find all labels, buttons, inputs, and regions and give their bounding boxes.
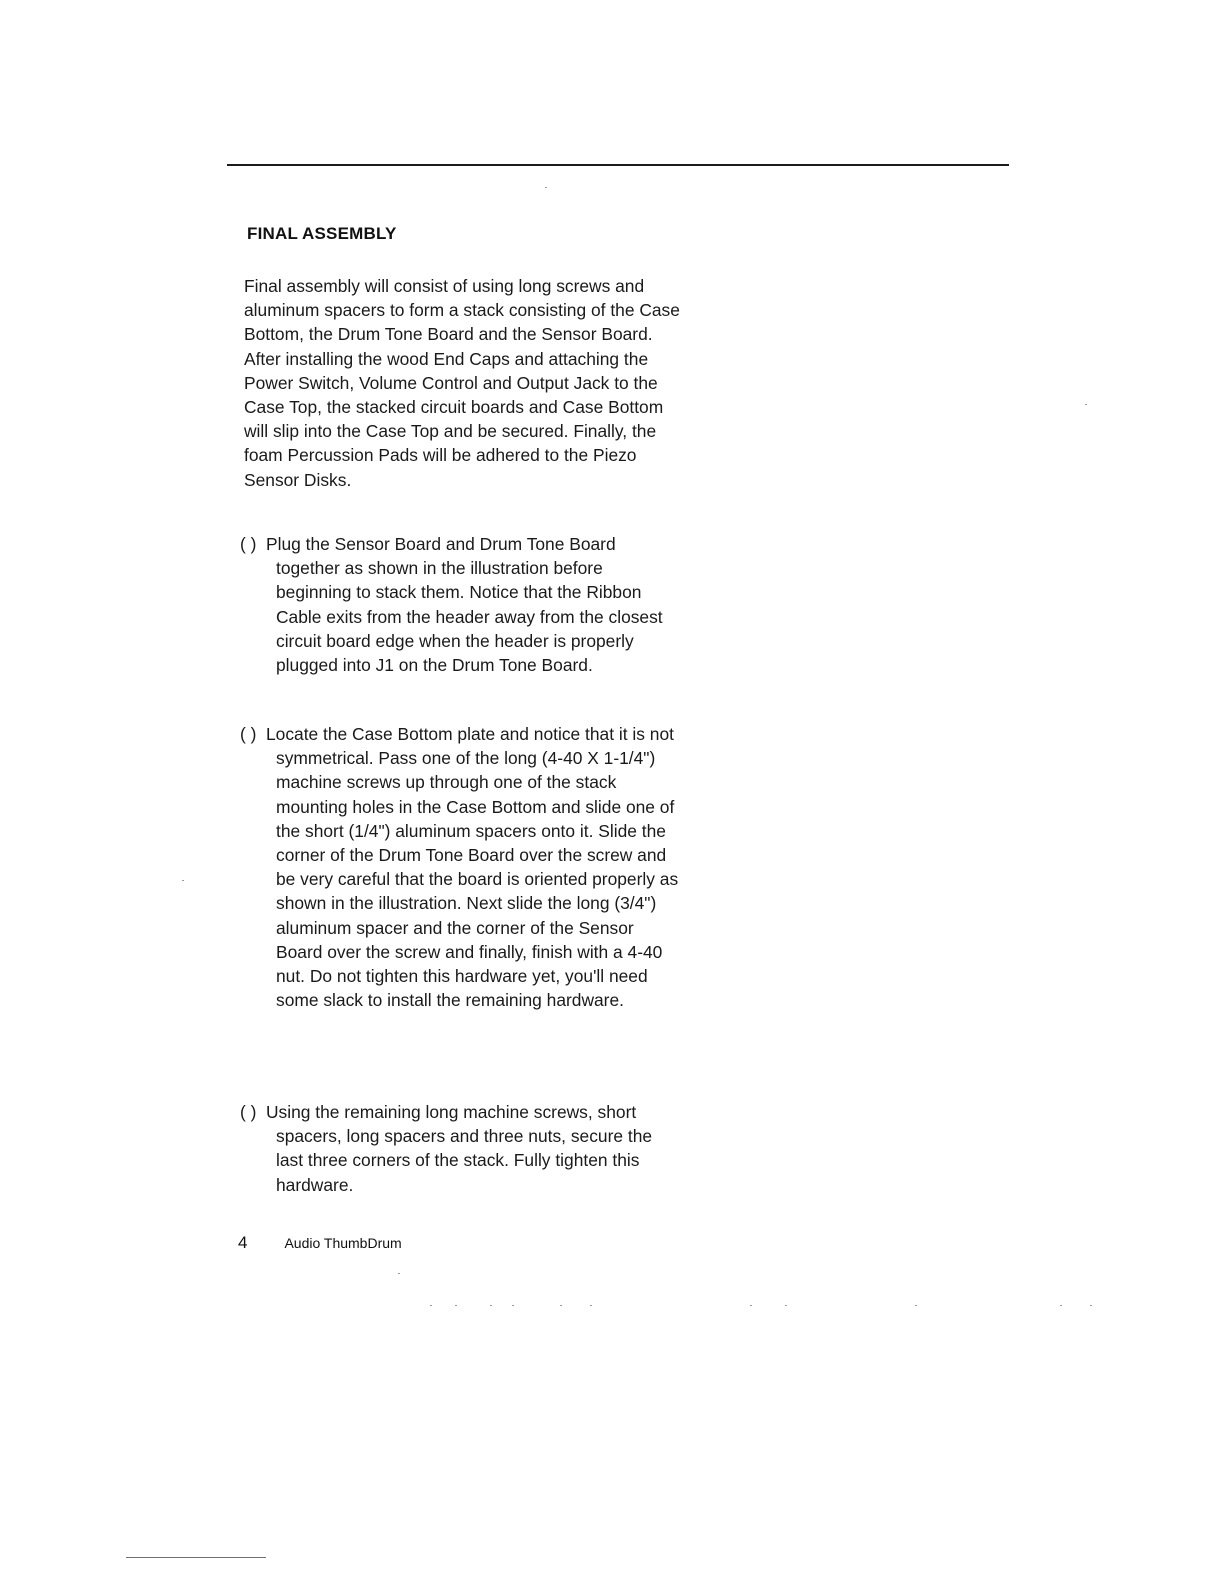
- scan-speck: [490, 1305, 492, 1306]
- step-1-checkbox-marker: ( ): [240, 534, 257, 554]
- bottom-link-underline: [126, 1557, 266, 1558]
- step-2-text: Locate the Case Bottom plate and notice that it is not symmetrical. Pass one of the long (4-40 X 1-1/4") machine screws up through one of the stack mounting holes in the Case Bottom and slide one of the short (1/4") aluminum spacers onto it. Slide the corner of the Drum Tone Board over the screw and be very careful that the board is oriented properly as shown in the illustration. Next slide the long (3/4") aluminum spacer and the corner of the Sensor Board over the screw and finally, finish with a 4-40 nut. Do not tighten this hardware yet, you'll need some slack to install the remaining hardware.: [266, 724, 679, 1011]
- scan-speck: [455, 1305, 457, 1306]
- scan-speck: [1060, 1305, 1062, 1306]
- scan-speck: [398, 1273, 400, 1274]
- scan-speck: [1085, 404, 1087, 405]
- scan-speck: [560, 1305, 562, 1306]
- page-number: 4: [238, 1233, 248, 1252]
- scan-speck: [545, 187, 547, 188]
- scan-speck: [750, 1305, 752, 1306]
- step-2: [240, 722, 680, 1012]
- scan-speck: [785, 1305, 787, 1306]
- step-1-text: Plug the Sensor Board and Drum Tone Board together as shown in the illustration before beginning to stack them. Notice that the Ribbon Cable exits from the header away from the closest circuit board edge when the header is properly plugged into J1 on the Drum Tone Board.: [266, 534, 663, 676]
- scan-speck: [590, 1305, 592, 1306]
- step-2-checkbox-marker: ( ): [240, 724, 257, 744]
- scan-speck: [915, 1305, 917, 1306]
- section-heading: FINAL ASSEMBLY: [247, 224, 397, 243]
- footer-title: Audio ThumbDrum: [284, 1235, 402, 1251]
- page-footer: [238, 1233, 402, 1253]
- scan-speck: [512, 1305, 514, 1306]
- step-3-checkbox-marker: ( ): [240, 1102, 257, 1122]
- scan-speck: [182, 880, 184, 881]
- top-rule: [227, 164, 1009, 166]
- step-1: [240, 532, 680, 677]
- intro-paragraph: Final assembly will consist of using long screws and aluminum spacers to form a stack consisting of the Case Bottom, the Drum Tone Board and the Sensor Board. After installing the wood End Caps and attaching the Power Switch, Volume Control and Output Jack to the Case Top, the stacked circuit boards and Case Bottom will slip into the Case Top and be secured. Finally, the foam Percussion Pads will be adhered to the Piezo Sensor Disks.: [244, 276, 680, 490]
- step-3: [240, 1100, 680, 1197]
- scan-speck: [430, 1305, 432, 1306]
- step-3-text: Using the remaining long machine screws, short spacers, long spacers and three nuts, secure the last three corners of the stack. Fully tighten this hardware.: [266, 1102, 653, 1195]
- scan-speck: [1090, 1305, 1092, 1306]
